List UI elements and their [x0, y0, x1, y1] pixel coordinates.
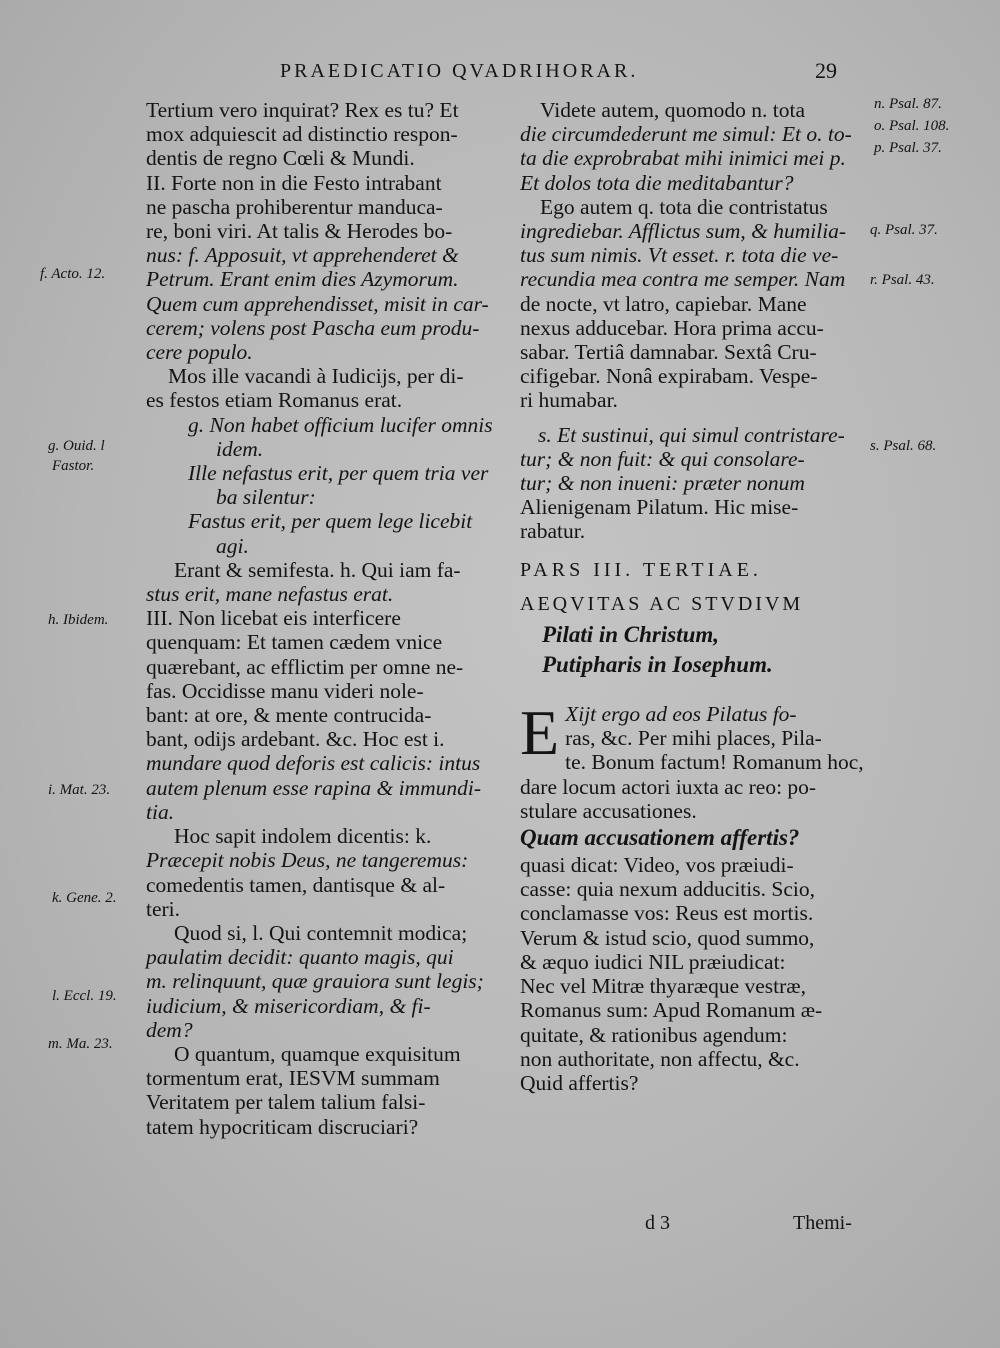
text-line: fas. Occidisse manu videri nole-: [146, 678, 424, 703]
text-line: Petrum. Erant enim dies Azymorum.: [146, 267, 459, 292]
text-line: tatem hypocriticam discruciari?: [146, 1114, 419, 1139]
text-line: s. Et sustinui, qui simul contristare-: [538, 422, 845, 447]
text-line: bant, odijs ardebant. &c. Hoc est i.: [146, 727, 445, 752]
margin-note: s. Psal. 68.: [870, 438, 937, 454]
text-line: ta die exprobrabat mihi inimici mei p.: [520, 146, 846, 171]
text-line: te. Bonum factum! Romanum hoc,: [565, 750, 864, 775]
left-text-column: [146, 98, 496, 1139]
text-line: stus erit, mane nefastus erat.: [146, 582, 394, 607]
margin-note: h. Ibidem.: [48, 612, 109, 628]
text-line: conclamasse vos: Reus est mortis.: [520, 901, 814, 926]
text-line: dare locum actori iuxta ac reo: po-: [520, 774, 817, 799]
text-line: comedentis tamen, dantisque & al-: [146, 872, 446, 897]
text-line: quitate, & rationibus agendum:: [520, 1022, 788, 1047]
text-line: Romanus sum: Apud Romanum æ-: [520, 998, 823, 1023]
section-subtitle: Pilati in Christum,: [542, 622, 720, 648]
text-line: Veritatem per talem talium falsi-: [146, 1090, 426, 1115]
text-line: cerem; volens post Pascha eum produ-: [146, 315, 480, 340]
text-line: iudicium, & misericordiam, & fi-: [146, 993, 431, 1018]
text-line: Verum & istud scio, quod summo,: [520, 925, 815, 950]
drop-cap: E: [520, 697, 560, 769]
text-line: Quam accusationem affertis?: [520, 825, 800, 851]
text-line: Nec vel Mitræ thyaræque vestræ,: [520, 974, 807, 999]
margin-note: g. Ouid. l: [48, 438, 105, 454]
text-line: ne pascha prohiberentur manduca-: [146, 194, 443, 219]
text-line: sabar. Tertiâ damnabar. Sextâ Cru-: [520, 340, 817, 365]
margin-note: i. Mat. 23.: [48, 782, 111, 798]
text-line: de nocte, vt latro, capiebar. Mane: [520, 291, 807, 316]
text-line: stulare accusationes.: [520, 798, 697, 823]
margin-note: k. Gene. 2.: [52, 890, 117, 906]
text-line: Quid affertis?: [520, 1070, 639, 1095]
text-line: quasi dicat: Video, vos præiudi-: [520, 853, 794, 878]
text-line: ras, &c. Per mihi places, Pila-: [565, 726, 822, 751]
text-line: Quem cum apprehendisset, misit in car-: [146, 291, 489, 316]
text-line: mox adquiescit ad distinctio respon-: [146, 122, 458, 147]
section-title: AEQVITAS AC STVDIVM: [520, 592, 804, 615]
text-line: ba silentur:: [216, 485, 316, 510]
text-line: Videte autem, quomodo n. tota: [540, 98, 806, 122]
text-line: tormentum erat, IESVM summam: [146, 1066, 440, 1091]
margin-note: m. Ma. 23.: [48, 1036, 113, 1052]
section-subtitle: Putipharis in Iosephum.: [542, 652, 773, 678]
margin-note: l. Eccl. 19.: [52, 988, 117, 1004]
text-line: Ille nefastus erit, per quem tria ver: [188, 461, 489, 486]
margin-note: o. Psal. 108.: [874, 118, 950, 134]
text-line: Fastus erit, per quem lege licebit: [188, 509, 473, 534]
text-line: cere populo.: [146, 340, 253, 365]
running-title: PRAEDICATIO QVADRIHORAR.: [280, 60, 639, 82]
text-line: ingrediebar. Afflictus sum, & humilia-: [520, 219, 847, 244]
text-line: II. Forte non in die Festo intrabant: [146, 170, 442, 195]
text-line: & æquo iudici NIL præiudicat:: [520, 949, 786, 974]
page-number: 29: [815, 58, 837, 83]
text-line: Tertium vero inquirat? Rex es tu? Et: [146, 98, 459, 122]
spacer: [520, 413, 865, 423]
margin-note: Fastor.: [52, 458, 95, 474]
text-line: teri.: [146, 896, 181, 921]
text-line: tur; & non inueni: præter nonum: [520, 471, 805, 496]
text-line: cifigebar. Nonâ expirabam. Vespe-: [520, 364, 818, 389]
text-line: paulatim decidit: quanto magis, qui: [146, 945, 454, 970]
text-line: ri humabar.: [520, 388, 618, 413]
text-line: m. relinquunt, quæ grauiora sunt legis;: [146, 969, 484, 994]
text-line: quenquam: Et tamen cædem vnice: [146, 630, 443, 655]
text-line: bant: at ore, & mente contrucida-: [146, 703, 432, 728]
text-line: idem.: [216, 436, 264, 461]
text-line: Quod si, l. Qui contemnit modica;: [174, 920, 468, 945]
text-line: mundare quod deforis est calicis: intus: [146, 751, 481, 776]
text-line: tia.: [146, 799, 175, 824]
text-line: es festos etiam Romanus erat.: [146, 388, 403, 413]
text-line: dentis de regno Cœli & Mundi.: [146, 146, 415, 171]
text-line: tus sum nimis. Vt esset. r. tota die ve-: [520, 243, 839, 268]
text-line: III. Non licebat eis interficere: [146, 606, 401, 631]
catchword: Themi-: [793, 1212, 852, 1234]
text-line: Præcepit nobis Deus, ne tangeremus:: [146, 848, 469, 873]
text-line: autem plenum esse rapina & immundi-: [146, 775, 482, 800]
text-line: rabatur.: [520, 519, 586, 544]
text-line: Alienigenam Pilatum. Hic mise-: [520, 495, 799, 520]
text-line: Hoc sapit indolem dicentis: k.: [174, 824, 432, 849]
text-line: dem?: [146, 1017, 193, 1042]
margin-note: f. Acto. 12.: [40, 266, 106, 282]
right-text-column: [520, 98, 865, 1095]
text-line: non authoritate, non affectu, &c.: [520, 1046, 800, 1071]
text-line: Mos ille vacandi à Iudicijs, per di-: [168, 364, 464, 389]
text-line: Erant & semifesta. h. Qui iam fa-: [174, 557, 461, 582]
text-line: nus: f. Apposuit, vt apprehenderet &: [146, 243, 459, 268]
margin-note: r. Psal. 43.: [870, 272, 935, 288]
text-line: recundia mea contra me semper. Nam: [520, 267, 846, 292]
text-line: tur; & non fuit: & qui consolare-: [520, 446, 805, 471]
text-line: agi.: [216, 533, 249, 558]
text-line: re, boni viri. At talis & Herodes bo-: [146, 219, 453, 244]
text-line: O quantum, quamque exquisitum: [174, 1041, 461, 1066]
margin-note: q. Psal. 37.: [870, 222, 938, 238]
text-line: quærebant, ac efflictim per omne ne-: [146, 654, 464, 679]
text-line: Ego autem q. tota die contristatus: [540, 194, 828, 219]
margin-note: p. Psal. 37.: [874, 140, 942, 156]
text-line: g. Non habet officium lucifer omnis: [188, 412, 493, 437]
signature-mark: d 3: [645, 1212, 670, 1234]
text-line: Xijt ergo ad eos Pilatus fo-: [565, 702, 797, 727]
margin-note: n. Psal. 87.: [874, 96, 942, 112]
text-line: nexus adducebar. Hora prima accu-: [520, 315, 824, 340]
text-line: die circumdederunt me simul: Et o. to-: [520, 122, 852, 147]
text-line: Et dolos tota die meditabantur?: [520, 170, 794, 195]
text-line: casse: quia nexum adducitis. Scio,: [520, 877, 815, 902]
section-heading: PARS III. TERTIAE.: [520, 558, 762, 581]
chapter-opening: [520, 697, 865, 1095]
